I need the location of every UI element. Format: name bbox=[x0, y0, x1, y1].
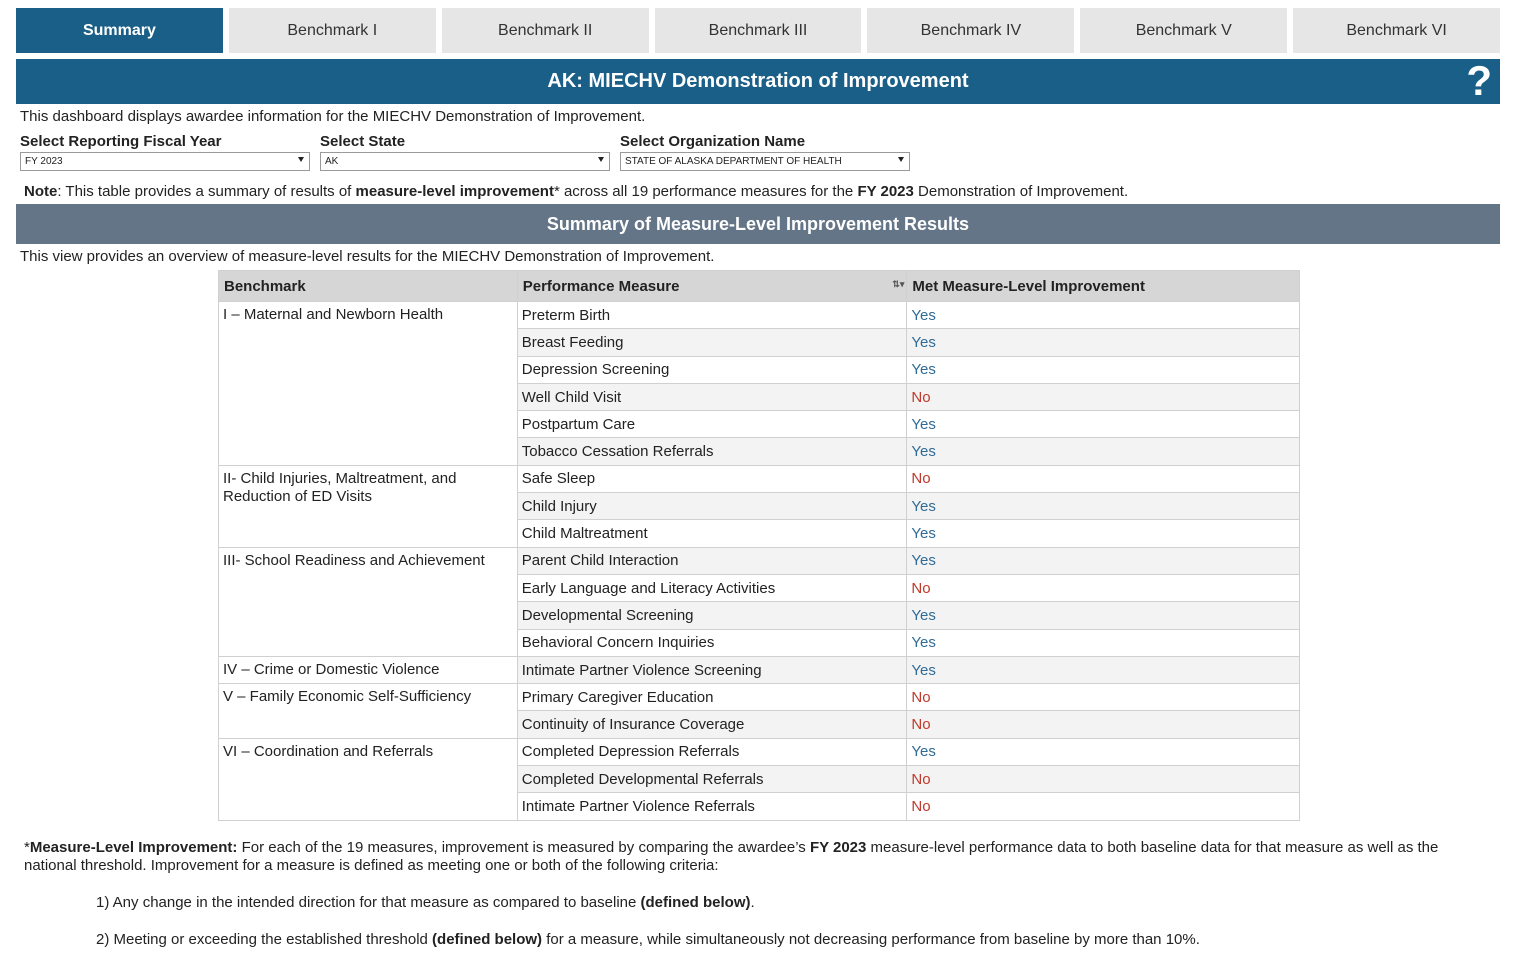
met-improvement-cell: Yes bbox=[907, 493, 1300, 520]
header-performance-measure-label: Performance Measure bbox=[522, 277, 680, 295]
met-improvement-cell: No bbox=[907, 574, 1300, 601]
measure-cell: Completed Depression Referrals bbox=[517, 738, 907, 765]
table-row bbox=[219, 684, 1300, 711]
note-bold-1: measure-level improvement bbox=[355, 183, 554, 200]
met-improvement-cell: Yes bbox=[907, 520, 1300, 547]
criterion-1-bold: (defined below) bbox=[640, 894, 751, 911]
met-improvement-cell: No bbox=[907, 383, 1300, 410]
met-improvement-cell: No bbox=[907, 684, 1300, 711]
results-table bbox=[218, 270, 1300, 821]
met-improvement-cell: Yes bbox=[907, 438, 1300, 465]
met-improvement-cell: Yes bbox=[907, 329, 1300, 356]
benchmark-cell: VI – Coordination and Referrals bbox=[219, 738, 518, 820]
table-body bbox=[219, 302, 1300, 821]
met-improvement-cell: Yes bbox=[907, 656, 1300, 683]
criterion-2-bold: (defined below) bbox=[432, 931, 543, 948]
footnote-bold: Measure-Level Improvement: bbox=[29, 839, 238, 856]
measure-cell: Intimate Partner Violence Screening bbox=[517, 656, 907, 683]
org-filter bbox=[620, 133, 910, 171]
table-row bbox=[219, 656, 1300, 683]
measure-cell: Child Injury bbox=[517, 493, 907, 520]
measure-cell: Early Language and Literacy Activities bbox=[517, 574, 907, 601]
criterion-2-after: for a measure, while simultaneously not decreasing performance from baseline by more than 10%. bbox=[542, 931, 1200, 948]
met-improvement-cell: Yes bbox=[907, 629, 1300, 656]
tab-benchmark-5[interactable]: Benchmark V bbox=[1080, 8, 1287, 53]
year-select[interactable] bbox=[20, 152, 310, 171]
state-select-value: AK bbox=[325, 156, 339, 167]
tab-bar bbox=[16, 8, 1500, 53]
table-row bbox=[219, 738, 1300, 765]
tab-benchmark-2[interactable]: Benchmark II bbox=[442, 8, 649, 53]
benchmark-cell: V – Family Economic Self-Sufficiency bbox=[219, 684, 518, 739]
measure-cell: Well Child Visit bbox=[517, 383, 907, 410]
tab-benchmark-6[interactable]: Benchmark VI bbox=[1293, 8, 1500, 53]
benchmark-cell: IV – Crime or Domestic Violence bbox=[219, 656, 518, 683]
measure-cell: Developmental Screening bbox=[517, 602, 907, 629]
measure-cell: Behavioral Concern Inquiries bbox=[517, 629, 907, 656]
help-icon[interactable]: ? bbox=[1466, 57, 1492, 104]
measure-cell: Preterm Birth bbox=[517, 302, 907, 329]
header-benchmark[interactable]: Benchmark bbox=[219, 271, 518, 302]
state-filter bbox=[320, 133, 610, 171]
met-improvement-cell: Yes bbox=[907, 547, 1300, 574]
dropdown-arrow-icon bbox=[298, 157, 304, 162]
met-improvement-cell: No bbox=[907, 711, 1300, 738]
page-title: AK: MIECHV Demonstration of Improvement bbox=[547, 70, 969, 92]
measure-cell: Primary Caregiver Education bbox=[517, 684, 907, 711]
note-part-2: * across all 19 performance measures for the bbox=[553, 183, 858, 200]
criterion-1 bbox=[96, 894, 755, 911]
footnote-star: * bbox=[24, 839, 30, 856]
header-met-improvement[interactable]: Met Measure-Level Improvement bbox=[907, 271, 1300, 302]
intro-text: This dashboard displays awardee information for the MIECHV Demonstration of Improvement. bbox=[20, 108, 646, 125]
year-select-value: FY 2023 bbox=[25, 156, 63, 167]
benchmark-cell: III- School Readiness and Achievement bbox=[219, 547, 518, 656]
measure-cell: Postpartum Care bbox=[517, 411, 907, 438]
measure-cell: Tobacco Cessation Referrals bbox=[517, 438, 907, 465]
state-filter-label: Select State bbox=[320, 133, 406, 150]
header-performance-measure[interactable] bbox=[517, 271, 907, 302]
footnote-bold-year: FY 2023 bbox=[809, 839, 867, 856]
met-improvement-cell: Yes bbox=[907, 411, 1300, 438]
criterion-2-text: 2) Meeting or exceeding the established threshold bbox=[96, 931, 433, 948]
tab-summary[interactable]: Summary bbox=[16, 8, 223, 53]
year-filter-label: Select Reporting Fiscal Year bbox=[20, 133, 222, 150]
criterion-2 bbox=[96, 931, 1200, 948]
criterion-1-text: 1) Any change in the intended direction for that measure as compared to baseline bbox=[96, 894, 641, 911]
title-bar bbox=[16, 59, 1500, 104]
benchmark-cell: I – Maternal and Newborn Health bbox=[219, 302, 518, 466]
org-select-value: STATE OF ALASKA DEPARTMENT OF HEALTH bbox=[625, 156, 842, 167]
tab-benchmark-3[interactable]: Benchmark III bbox=[655, 8, 862, 53]
section-header bbox=[16, 204, 1500, 244]
met-improvement-cell: No bbox=[907, 465, 1300, 492]
measure-cell: Intimate Partner Violence Referrals bbox=[517, 793, 907, 820]
benchmark-cell: II- Child Injuries, Maltreatment, and Reduction of ED Visits bbox=[219, 465, 518, 547]
met-improvement-cell: Yes bbox=[907, 738, 1300, 765]
note-text bbox=[24, 183, 1128, 200]
year-filter bbox=[20, 133, 310, 171]
met-improvement-cell: No bbox=[907, 793, 1300, 820]
note-part-3: Demonstration of Improvement. bbox=[913, 183, 1129, 200]
met-improvement-cell: Yes bbox=[907, 602, 1300, 629]
table-row bbox=[219, 547, 1300, 574]
criterion-1-after: . bbox=[750, 894, 755, 911]
note-bold-2: FY 2023 bbox=[857, 183, 914, 200]
met-improvement-cell: No bbox=[907, 766, 1300, 793]
note-part-1: : This table provides a summary of results of bbox=[57, 183, 356, 200]
measure-cell: Depression Screening bbox=[517, 356, 907, 383]
table-header-row bbox=[219, 271, 1300, 302]
view-description: This view provides an overview of measure-level results for the MIECHV Demonstration of Improvement. bbox=[20, 248, 715, 265]
measure-cell: Child Maltreatment bbox=[517, 520, 907, 547]
tab-benchmark-4[interactable]: Benchmark IV bbox=[867, 8, 1074, 53]
note-lead: Note bbox=[24, 183, 58, 200]
measure-cell: Parent Child Interaction bbox=[517, 547, 907, 574]
section-title: Summary of Measure-Level Improvement Results bbox=[546, 213, 970, 234]
dropdown-arrow-icon bbox=[898, 157, 904, 162]
measure-cell: Continuity of Insurance Coverage bbox=[517, 711, 907, 738]
tab-benchmark-1[interactable]: Benchmark I bbox=[229, 8, 436, 53]
sort-icon[interactable]: ⇅▾ bbox=[892, 279, 905, 289]
org-filter-label: Select Organization Name bbox=[620, 133, 806, 150]
dropdown-arrow-icon bbox=[598, 157, 604, 162]
table-row bbox=[219, 465, 1300, 492]
measure-cell: Safe Sleep bbox=[517, 465, 907, 492]
footnote-text-2: measure-level performance data to both baseline data for that measure as well as the national threshold. Improvement for a measure is defined as meeting one or both of the following criteria: bbox=[24, 839, 1439, 874]
measure-cell: Breast Feeding bbox=[517, 329, 907, 356]
met-improvement-cell: Yes bbox=[907, 302, 1300, 329]
footnote-text-1: For each of the 19 measures, improvement is measured by comparing the awardee’s bbox=[237, 839, 810, 856]
state-select[interactable] bbox=[320, 152, 610, 171]
org-select[interactable] bbox=[620, 152, 910, 171]
footnote bbox=[24, 839, 1494, 875]
measure-cell: Completed Developmental Referrals bbox=[517, 766, 907, 793]
met-improvement-cell: Yes bbox=[907, 356, 1300, 383]
table-row bbox=[219, 302, 1300, 329]
